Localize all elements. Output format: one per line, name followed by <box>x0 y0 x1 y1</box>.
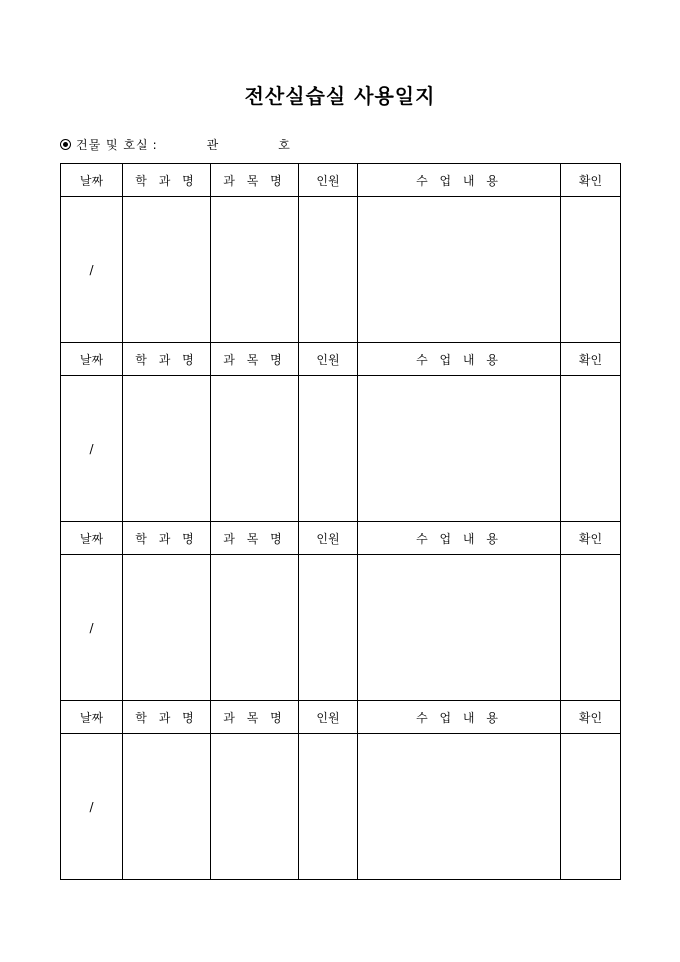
class-content-cell[interactable] <box>358 376 561 522</box>
class-content-cell[interactable] <box>358 555 561 701</box>
header-date: 날짜 <box>61 701 123 734</box>
header-subject: 과 목 명 <box>211 701 299 734</box>
building-suffix: 관 <box>206 138 219 152</box>
header-date: 날짜 <box>61 343 123 376</box>
confirm-cell[interactable] <box>561 376 621 522</box>
confirm-cell[interactable] <box>561 197 621 343</box>
building-room-colon: : <box>152 137 157 152</box>
department-cell[interactable] <box>123 376 211 522</box>
header-class-content: 수 업 내 용 <box>358 701 561 734</box>
attendees-cell[interactable] <box>299 197 358 343</box>
entry-body-row <box>61 734 621 880</box>
bullet-circle-icon <box>60 139 71 150</box>
department-cell[interactable] <box>123 197 211 343</box>
header-class-content: 수 업 내 용 <box>358 164 561 197</box>
class-content-cell[interactable] <box>358 734 561 880</box>
attendees-cell[interactable] <box>299 734 358 880</box>
department-cell[interactable] <box>123 734 211 880</box>
header-attendees: 인원 <box>299 522 358 555</box>
header-attendees: 인원 <box>299 343 358 376</box>
header-department: 학 과 명 <box>123 164 211 197</box>
date-cell[interactable]: / <box>61 376 123 522</box>
entry-body-row <box>61 555 621 701</box>
header-confirm: 확인 <box>561 522 621 555</box>
entry-header-row <box>61 343 621 376</box>
subject-cell[interactable] <box>211 734 299 880</box>
attendees-cell[interactable] <box>299 376 358 522</box>
entry-body-row <box>61 197 621 343</box>
date-cell[interactable]: / <box>61 555 123 701</box>
header-subject: 과 목 명 <box>211 164 299 197</box>
class-content-cell[interactable] <box>358 197 561 343</box>
attendees-cell[interactable] <box>299 555 358 701</box>
header-class-content: 수 업 내 용 <box>358 522 561 555</box>
subject-cell[interactable] <box>211 197 299 343</box>
subject-cell[interactable] <box>211 376 299 522</box>
entry-header-row <box>61 522 621 555</box>
page-title: 전산실습실 사용일지 <box>244 84 436 108</box>
department-cell[interactable] <box>123 555 211 701</box>
header-attendees: 인원 <box>299 164 358 197</box>
header-class-content: 수 업 내 용 <box>358 343 561 376</box>
entry-header-row <box>61 164 621 197</box>
header-confirm: 확인 <box>561 164 621 197</box>
date-cell[interactable]: / <box>61 197 123 343</box>
header-attendees: 인원 <box>299 701 358 734</box>
header-date: 날짜 <box>61 164 123 197</box>
entry-header-row <box>61 701 621 734</box>
subject-cell[interactable] <box>211 555 299 701</box>
usage-log-table <box>60 163 621 880</box>
header-confirm: 확인 <box>561 343 621 376</box>
header-department: 학 과 명 <box>123 343 211 376</box>
building-room-line <box>60 136 290 153</box>
entry-body-row <box>61 376 621 522</box>
header-subject: 과 목 명 <box>211 343 299 376</box>
room-suffix: 호 <box>278 138 290 152</box>
header-department: 학 과 명 <box>123 522 211 555</box>
date-cell[interactable]: / <box>61 734 123 880</box>
confirm-cell[interactable] <box>561 734 621 880</box>
header-date: 날짜 <box>61 522 123 555</box>
header-subject: 과 목 명 <box>211 522 299 555</box>
confirm-cell[interactable] <box>561 555 621 701</box>
header-confirm: 확인 <box>561 701 621 734</box>
building-room-label: 건물 및 호실 <box>76 138 149 152</box>
header-department: 학 과 명 <box>123 701 211 734</box>
